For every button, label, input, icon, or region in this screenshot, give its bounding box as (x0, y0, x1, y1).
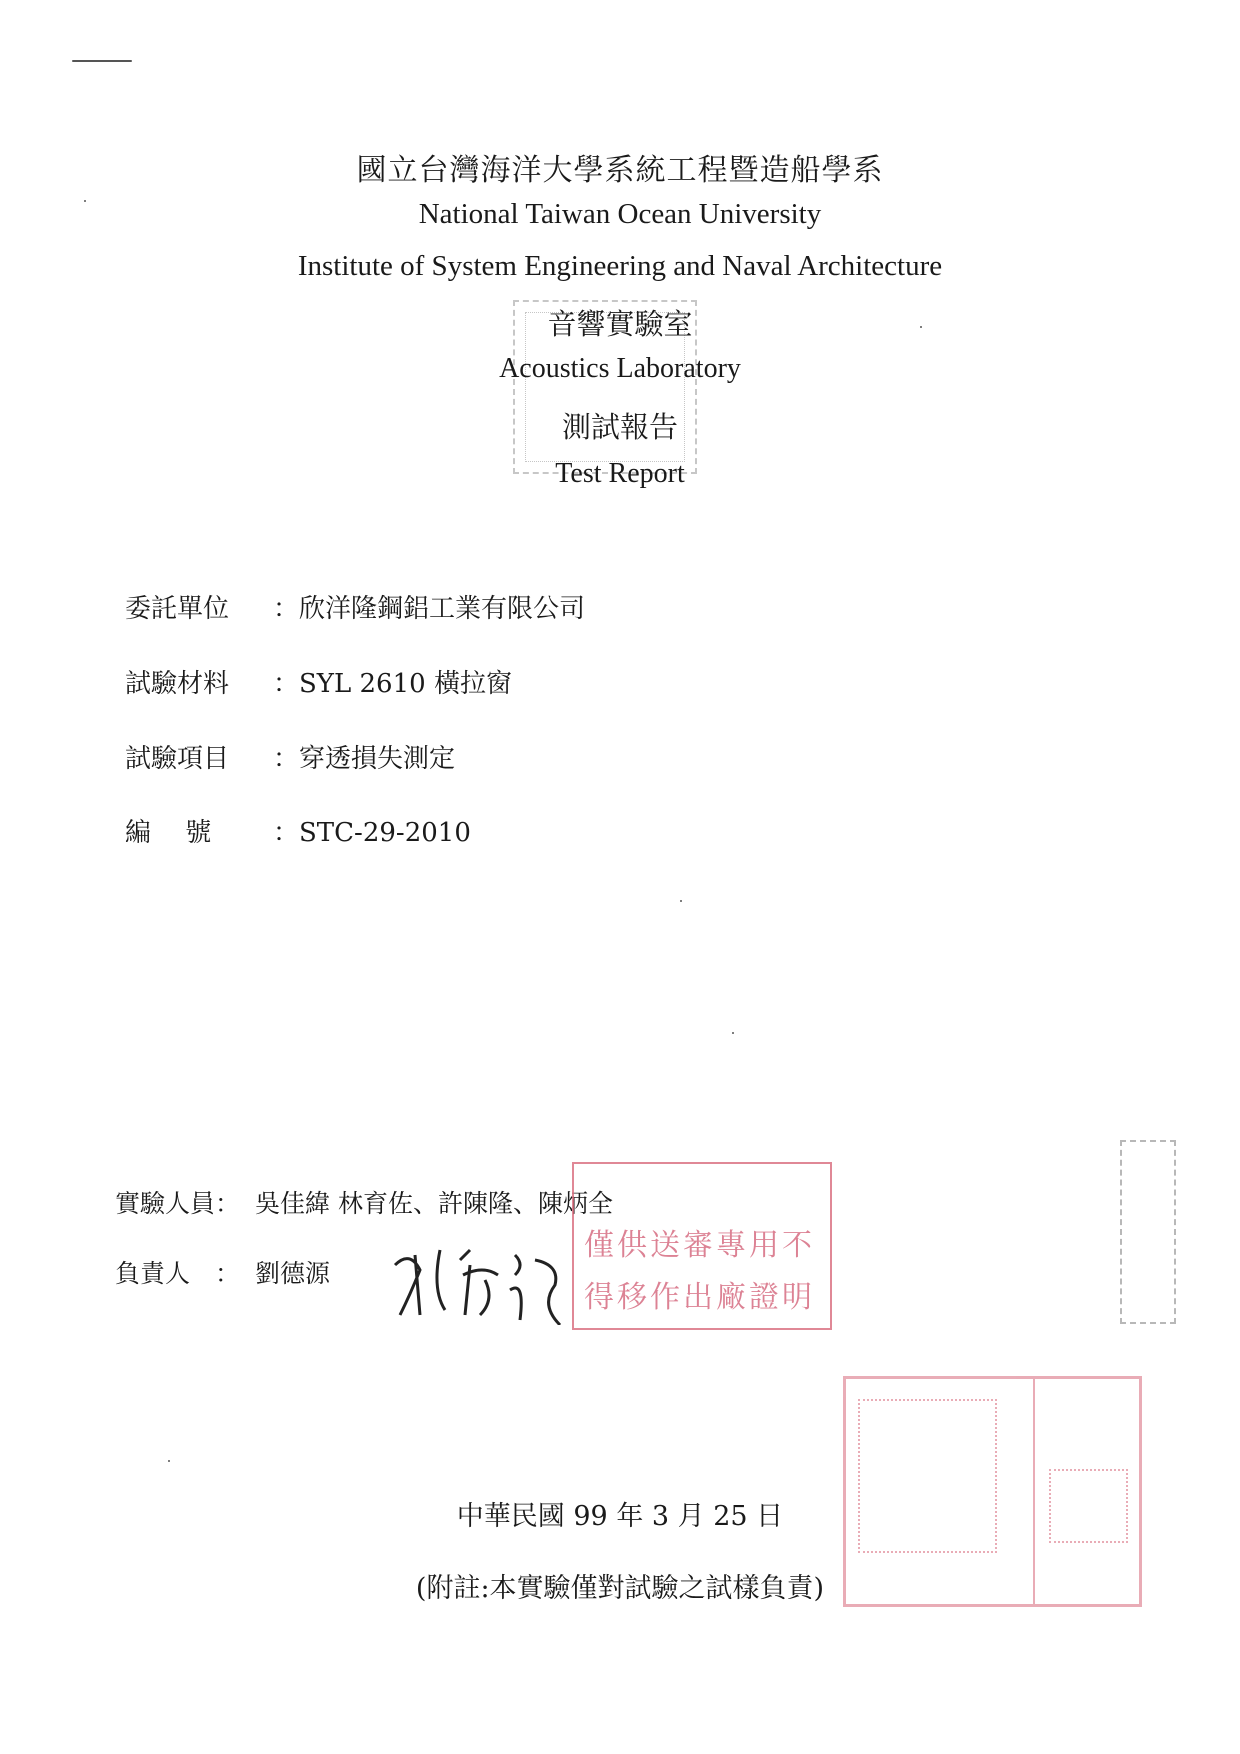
test-item-value: 穿透損失測定 (299, 744, 456, 774)
material-field (125, 663, 512, 700)
staff-names: 吳佳緯 林育佐、許陳隆、陳炳全 (255, 1189, 613, 1218)
staff-line (115, 1184, 613, 1220)
report-title-cn: 測試報告 (561, 410, 678, 444)
report-date: 中華民國 99 年 3 月 25 日 (456, 1501, 784, 1532)
report-title-en: Test Report (555, 458, 685, 489)
lead-label: 負責人 ： (115, 1259, 241, 1288)
client-colon: ： (273, 594, 300, 624)
lead-line (115, 1254, 330, 1290)
red-stamp-line-1: 僅供送審專用不 (584, 1228, 815, 1263)
red-stamp-line-2: 得移作出廠證明 (584, 1280, 815, 1315)
client-field (125, 588, 585, 625)
test-item-label: 試驗項目 (125, 744, 230, 774)
material-label: 試驗材料 (125, 669, 230, 699)
client-label: 委託單位 (125, 594, 230, 624)
scan-mark (72, 60, 132, 62)
scan-speck (168, 1460, 170, 1462)
red-approval-stamp (572, 1162, 832, 1330)
university-name-en: National Taiwan Ocean University (418, 198, 822, 230)
staff-label: 實驗人員： (115, 1189, 241, 1218)
footnote: (附註:本實驗僅對試驗之試樣負責) (415, 1573, 825, 1604)
test-item-field (125, 738, 455, 775)
institute-name-en: Institute of System Engineering and Naval Architecture (297, 250, 943, 282)
test-item-colon: ： (273, 744, 300, 774)
scan-speck (920, 326, 922, 328)
lead-name: 劉德源 (255, 1259, 331, 1288)
lab-name-cn: 音響實驗室 (547, 307, 693, 341)
handwritten-signature (385, 1235, 575, 1325)
scan-speck (732, 1032, 734, 1034)
department-title-cn: 國立台灣海洋大學系統工程暨造船學系 (356, 153, 884, 188)
scan-speck (84, 200, 86, 202)
number-field (125, 812, 471, 849)
client-value: 欣洋隆鋼鋁工業有限公司 (299, 594, 586, 624)
material-value: SYL 2610 橫拉窗 (299, 669, 512, 699)
edge-seal-stamp (1120, 1140, 1176, 1324)
number-colon: ： (273, 818, 300, 848)
number-label: 編 號 (125, 818, 212, 848)
lab-name-en: Acoustics Laboratory (499, 353, 741, 384)
material-colon: ： (273, 669, 300, 699)
scan-speck (680, 900, 682, 902)
number-value: STC-29-2010 (299, 818, 471, 848)
